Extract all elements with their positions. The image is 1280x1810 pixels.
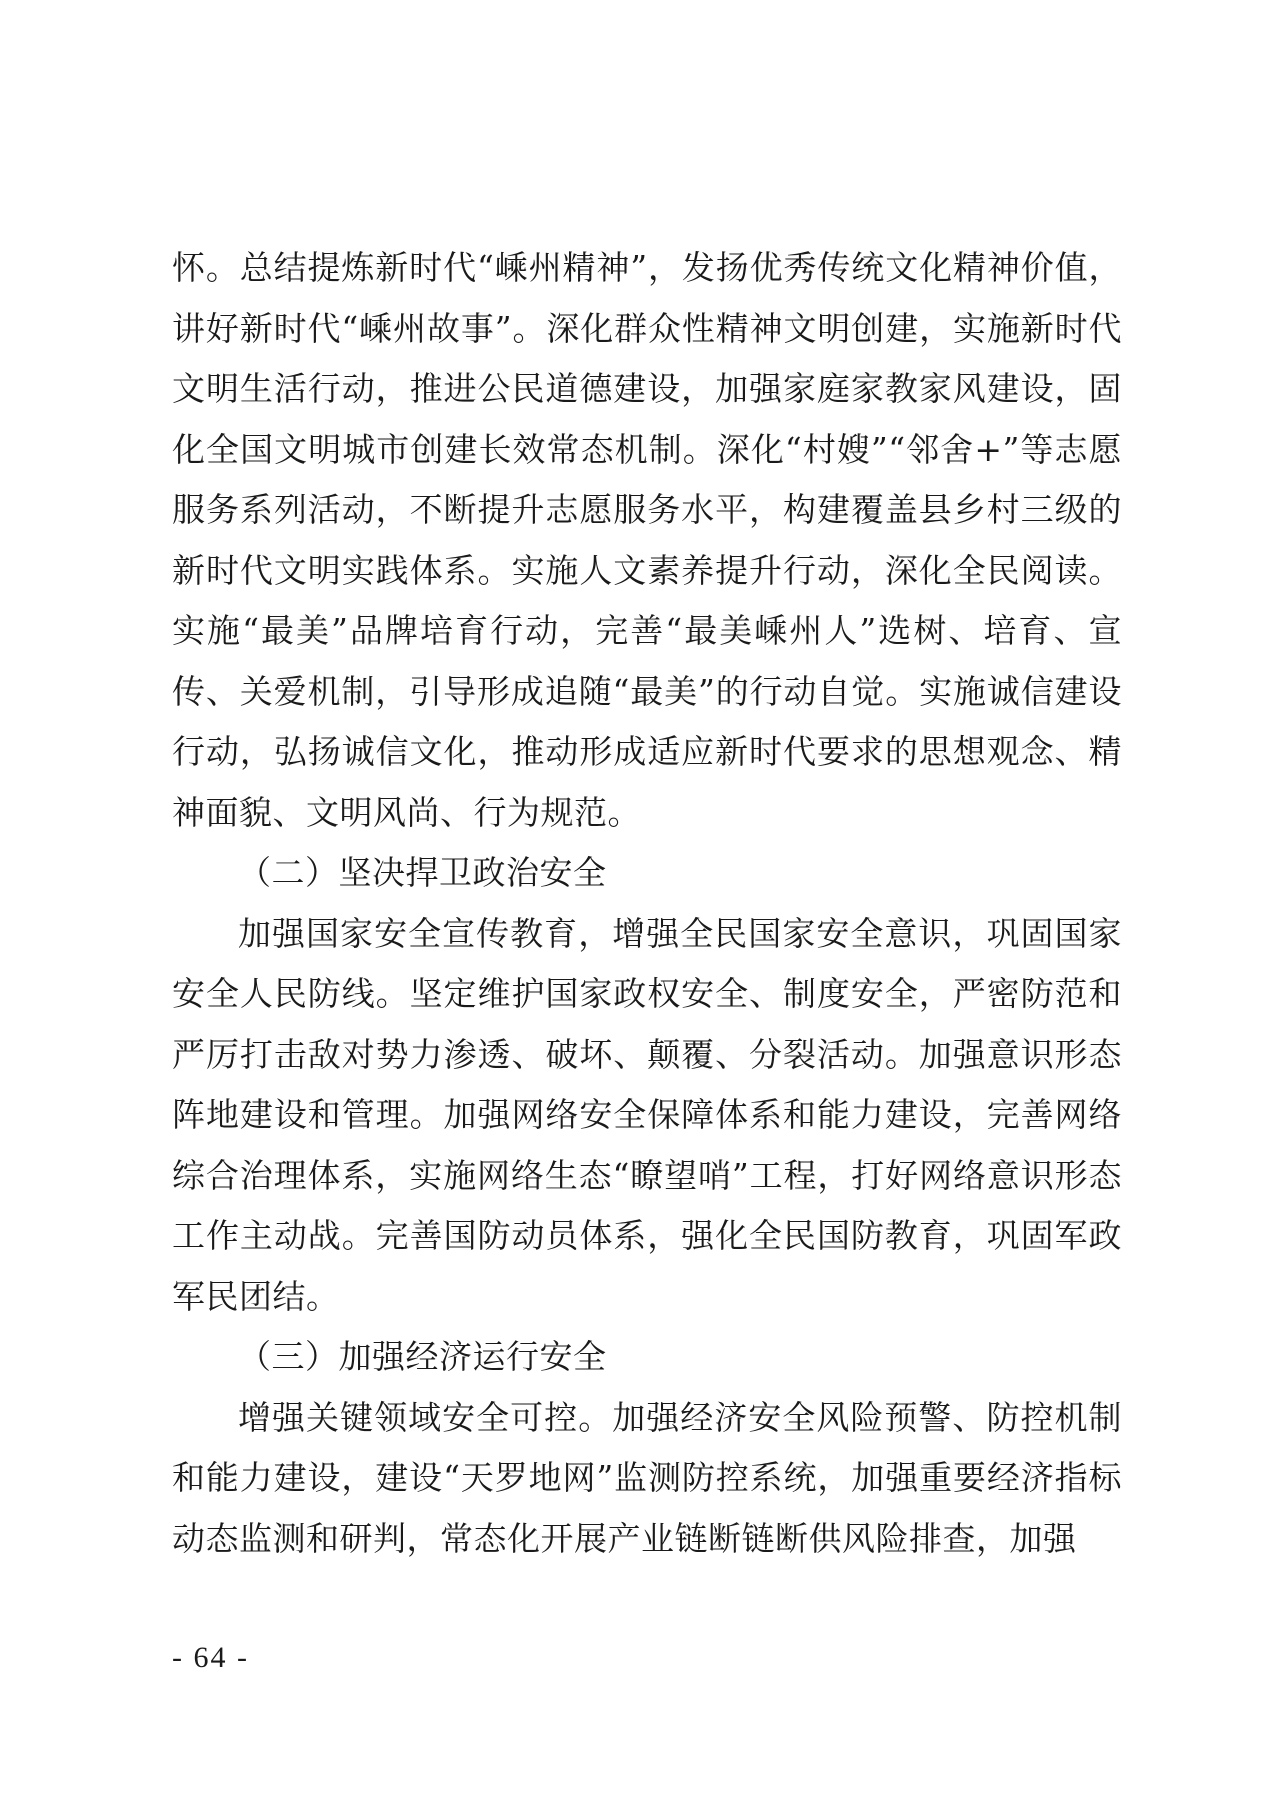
section-heading-2: （二）坚决捍卫政治安全	[238, 853, 607, 892]
section-heading-3: （三）加强经济运行安全	[238, 1337, 607, 1376]
body-paragraph-2: 加强国家安全宣传教育，增强全民国家安全意识，巩固国家安全人民防线。坚定维护国家政权安全、制度安全，严密防范和严厉打击敌对势力渗透、破坏、颠覆、分裂活动。加强意识形态阵地建设和管理。加强网络安全保障体系和能力建设，完善网络综合治理体系，实施网络生态“瞭望哨”工程，打好网络意识形态工作主动战。完善国防动员体系，强化全民国防教育，巩固军政军民团结。	[172, 913, 1122, 1316]
page-body	[172, 238, 1122, 1569]
page-number: - 64 -	[172, 1641, 249, 1674]
body-paragraph-1: 怀。总结提炼新时代“嵊州精神”，发扬优秀传统文化精神价值，讲好新时代“嵊州故事”。深化群众性精神文明创建，实施新时代文明生活行动，推进公民道德建设，加强家庭家教家风建设，固化全国文明城市创建长效常态机制。深化“村嫂”“邻舍+”等志愿服务系列活动，不断提升志愿服务水平，构建覆盖县乡村三级的新时代文明实践体系。实施人文素养提升行动，深化全民阅读。实施“最美”品牌培育行动，完善“最美嵊州人”选树、培育、宣传、关爱机制，引导形成追随“最美”的行动自觉。实施诚信建设行动，弘扬诚信文化，推动形成适应新时代要求的思想观念、精神面貌、文明风尚、行为规范。	[172, 248, 1122, 832]
body-paragraph-3: 增强关键领域安全可控。加强经济安全风险预警、防控机制和能力建设，建设“天罗地网”监测防控系统，加强重要经济指标动态监测和研判，常态化开展产业链断链断供风险排查，加强	[172, 1397, 1122, 1558]
